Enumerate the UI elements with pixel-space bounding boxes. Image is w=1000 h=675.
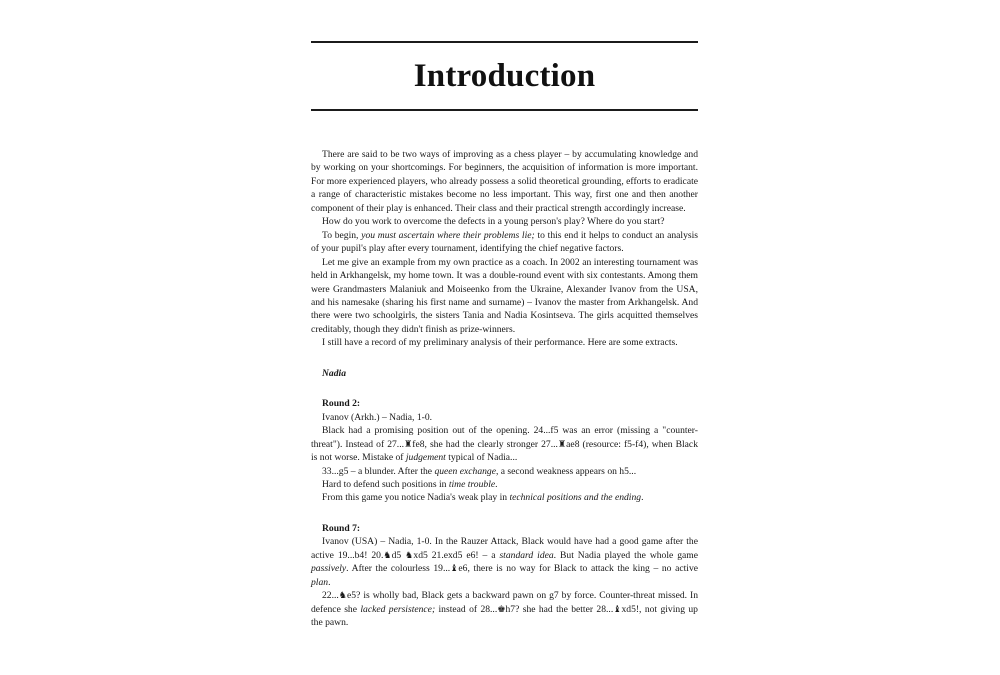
plain-text: Hard to defend such positions in [322,478,449,490]
chess-piece-icon: ♚ [497,603,506,615]
emphasis-text: judgement [405,452,446,464]
plain-text: xd5 21.exd5 e6! – a [413,549,500,561]
plain-text: ae8 (resource: f5-f4), when Black is not worse. Mistake of [311,438,698,464]
chapter-title-band [311,43,698,109]
plain-text: . [328,576,331,588]
emphasis-text: technical positions and the ending [509,492,642,504]
chess-piece-icon: ♝ [613,603,622,615]
chess-piece-icon: ♝ [450,563,459,575]
round-line [311,491,698,504]
to-begin-lead: To begin, [322,229,362,241]
chess-piece-icon: ♞ [405,549,414,561]
emphasis-text: time trouble [448,478,496,490]
text-column [311,38,698,630]
emphasis-text: standard idea [499,549,554,561]
plain-text: e6, there is no way for Black to attack the king – no active [458,563,698,575]
plain-text: e5? is wholly bad, Black gets a backward pawn on g7 by force. Counter-threat missed. In defence she [311,590,698,615]
spacer [311,350,698,367]
plain-text: , a second weakness appears on h5... [495,465,637,477]
round-line [311,411,698,424]
emphasis-text: lacked persistence; [360,603,436,615]
plain-text: xd5!, not giving up the pawn. [311,603,698,629]
round-heading: Round 7: [322,522,361,534]
emphasis-text: queen exchange [434,465,496,477]
round-line [311,589,698,629]
plain-text: From this game you notice Nadia's weak play in [322,492,510,504]
paragraph-question: How do you work to overcome the defects in a young person's play? Where do you start? [322,216,665,228]
round-line [311,424,698,464]
spacer [311,505,698,522]
plain-text: . But Nadia played the whole game [553,549,698,561]
plain-text: . [641,492,644,504]
plain-text: 22... [322,590,339,602]
chess-piece-icon: ♜ [557,438,567,450]
emphasis-text: passively [311,563,347,575]
paragraph-intro-1: There are said to be two ways of improving as a chess player – by accumulating knowledge and by working on your shortcomings. For beginners, the acquisition of information is more important. For more experienced players, who already possess a solid theoretical grounding, efforts to eradicate a range of characteristic mistakes become no less important. This way, first one and then another component of their play is enhanced. Their class and their practical strength accordingly increase. [311,149,698,214]
plain-text: typical of Nadia... [445,452,518,464]
plain-text: instead of 28... [435,603,498,615]
round-line [311,465,698,478]
chess-piece-icon: ♜ [404,438,413,450]
rounds-container [311,397,698,629]
paragraph-to-begin [311,229,698,256]
spacer [311,380,698,397]
to-begin-emphasis: you must ascertain where their problems lie; [361,229,535,241]
to-begin-tail: to this end it helps to conduct an analysis of your pupil's play after every tournament, identifying the chief negative factors. [311,229,699,255]
round-line [311,478,698,491]
page-title: Introduction [413,57,596,94]
paragraph-extracts: I still have a record of my preliminary analysis of their performance. Here are some extracts. [322,337,678,349]
chess-piece-icon: ♞ [383,549,392,561]
chess-piece-icon: ♞ [338,590,348,602]
paragraph-arkhangelsk: Let me give an example from my own practice as a coach. In 2002 an interesting tournament was held in Arkhangelsk, my home town. It was a double-round event with six contestants. Among them were Grandmasters Malaniuk and Moiseenko from the Ukraine, Alexander Ivanov from the USA, and his namesake (sharing his first name and surname) – Ivanov the master from Arkhangelsk. And there were two schoolgirls, the sisters Tania and Nadia Kosintseva. The girls acquitted themselves creditably, though they didn't finish as prize-winners. [311,256,698,335]
player-section-name: Nadia [322,367,346,379]
plain-text: h7? she had the better 28... [505,603,614,615]
plain-text: . [495,478,498,490]
plain-text: 33...g5 – a blunder. After the [322,465,435,477]
plain-text: fe8, she had the clearly stronger 27... [412,438,558,450]
plain-text: Ivanov (Arkh.) – Nadia, 1-0. [322,411,433,423]
plain-text: Ivanov (USA) – Nadia, 1-0. In the Rauzer Attack, Black would have had a good game after the active 19...b4! 20. [311,536,698,561]
emphasis-text: plan [311,576,329,588]
chapter-rule-bottom [311,109,698,111]
body-text [311,148,698,630]
plain-text: . After the colourless 19... [346,563,451,575]
round-heading: Round 2: [322,398,361,410]
plain-text: Black had a promising position out of the opening. 24...f5 was an error (missing a "counter-threat"). Instead of 27... [311,425,698,450]
round-line [311,535,698,589]
plain-text: d5 [391,549,406,561]
